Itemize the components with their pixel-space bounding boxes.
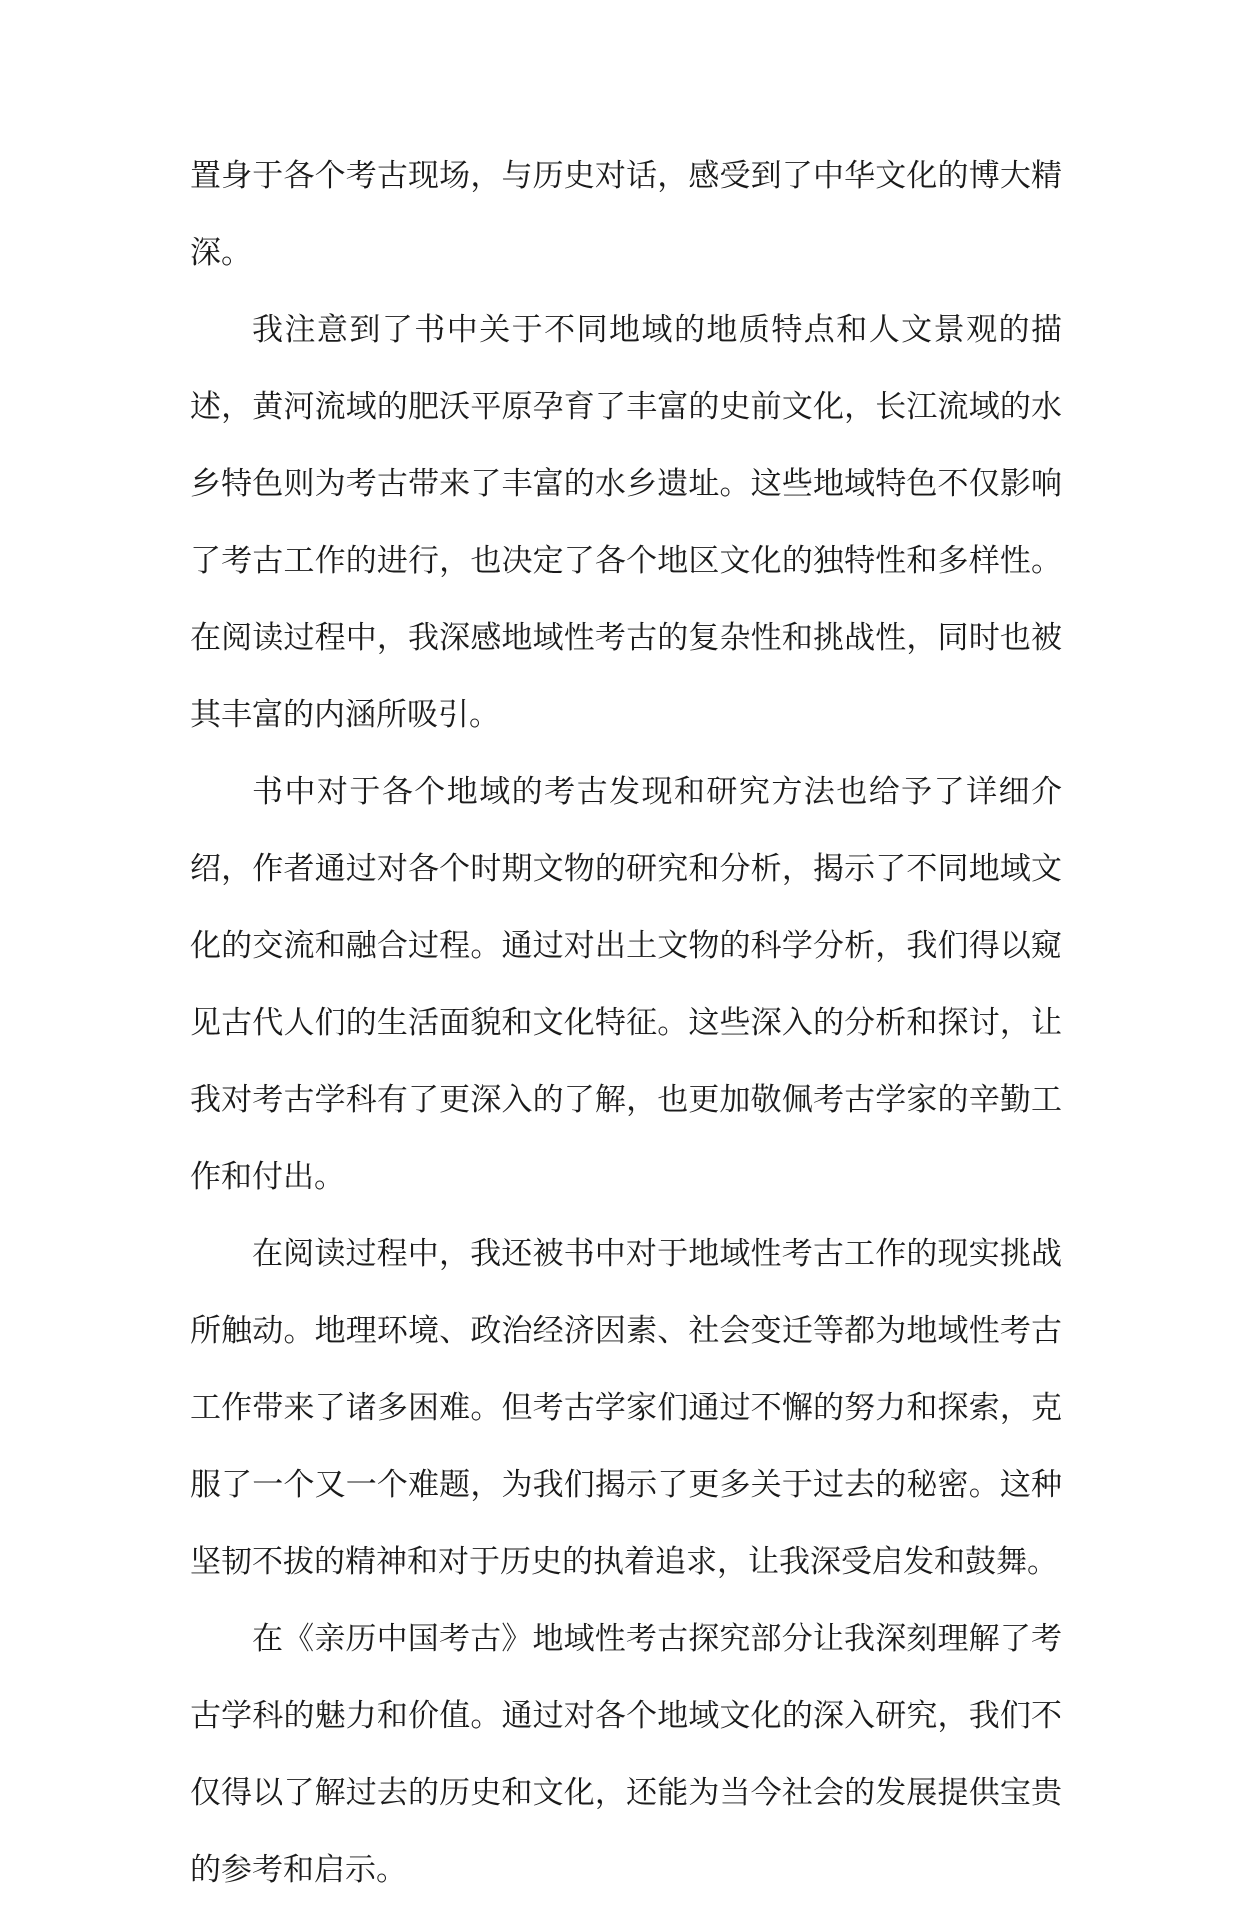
paragraph-5: 在《亲历中国考古》地域性考古探究部分让我深刻理解了考古学科的魅力和价值。通过对各个地域文化的深入研究，我们不仅得以了解过去的历史和文化，还能为当今社会的发展提供宝贵的参考和启示。	[190, 1621, 1062, 1888]
paragraph-2: 我注意到了书中关于不同地域的地质特点和人文景观的描述，黄河流域的肥沃平原孕育了丰富的史前文化，长江流域的水乡特色则为考古带来了丰富的水乡遗址。这些地域特色不仅影响了考古工作的进行，也决定了各个地区文化的独特性和多样性。在阅读过程中，我深感地域性考古的复杂性和挑战性，同时也被其丰富的内涵所吸引。	[190, 312, 1062, 733]
body-text	[190, 138, 1062, 1909]
paragraph-4: 在阅读过程中，我还被书中对于地域性考古工作的现实挑战所触动。地理环境、政治经济因素、社会变迁等都为地域性考古工作带来了诸多困难。但考古学家们通过不懈的努力和探索，克服了一个又一个难题，为我们揭示了更多关于过去的秘密。这种坚韧不拔的精神和对于历史的执着追求，让我深受启发和鼓舞。	[190, 1236, 1062, 1580]
paragraph-1: 置身于各个考古现场，与历史对话，感受到了中华文化的博大精深。	[190, 158, 1062, 271]
paragraph-3: 书中对于各个地域的考古发现和研究方法也给予了详细介绍，作者通过对各个时期文物的研究和分析，揭示了不同地域文化的交流和融合过程。通过对出土文物的科学分析，我们得以窥见古代人们的生活面貌和文化特征。这些深入的分析和探讨，让我对考古学科有了更深入的了解，也更加敬佩考古学家的辛勤工作和付出。	[190, 774, 1062, 1195]
